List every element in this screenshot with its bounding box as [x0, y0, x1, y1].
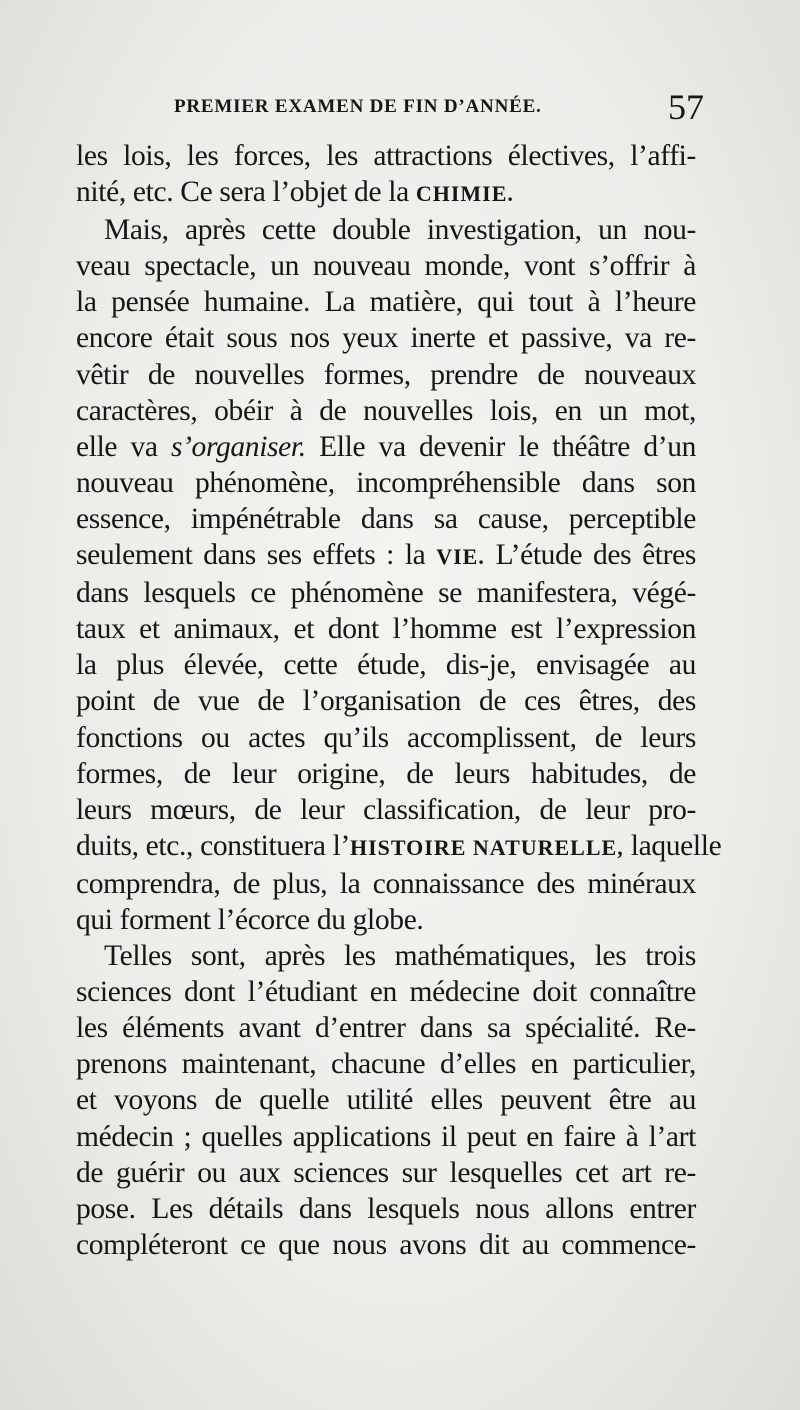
running-title: PREMIER EXAMEN DE FIN D’ANNÉE. [174, 96, 542, 117]
text-line: leurs mœurs, de leur classification, de leur pro- [76, 793, 696, 826]
text-line: caractères, obéir à de nouvelles lois, en un mot, [76, 394, 696, 427]
text-run: elle va [76, 430, 171, 463]
text-run: seulement dans ses effets : la [76, 539, 437, 572]
text-line: nouveau phénomène, incompréhensible dans son [76, 466, 696, 499]
text-line: formes, de leur origine, de leurs habitudes, de [76, 757, 696, 790]
text-line: qui forment l’écorce du globe. [76, 903, 424, 936]
page-header [174, 87, 714, 130]
text-line: et voyons de quelle utilité elles peuvent être au [76, 1084, 696, 1117]
page-number: 57 [668, 87, 704, 127]
text-line: Mais, après cette double investigation, un nou- [104, 214, 696, 247]
text-line [76, 174, 696, 212]
text-line: la pensée humaine. La matière, qui tout à l’heure [76, 286, 696, 319]
body-text [76, 138, 722, 1263]
text-line: les lois, les forces, les attractions électives, l’affi- [76, 140, 696, 172]
emphasis-chimie: CHIMIE. [415, 181, 514, 207]
text-run: nité, etc. Ce sera l’objet de la [76, 176, 416, 209]
text-line: taux et animaux, et dont l’homme est l’expression [76, 613, 696, 646]
text-line: Telles sont, après les mathématiques, les trois [104, 940, 696, 973]
text-line: veau spectacle, un nouveau monde, vont s’offrir à [76, 250, 696, 283]
emphasis-sorganiser: s’organiser. [170, 430, 306, 463]
text-line: dans lesquels ce phénomène se manifestera, végé- [76, 577, 696, 610]
text-run: Elle va devenir le théâtre d’un [305, 430, 697, 463]
text-line [76, 537, 696, 575]
text-run: duits, etc., constituera l’ [76, 829, 350, 862]
text-run: L’étude des êtres [484, 539, 697, 572]
text-line: fonctions ou actes qu’ils accomplissent, de leurs [76, 721, 696, 754]
text-line: encore était sous nos yeux inerte et passive, va re- [76, 322, 696, 355]
text-line: les éléments avant d’entrer dans sa spécialité. Re- [76, 1012, 696, 1045]
text-line: compléteront ce que nous avons dit au commence- [76, 1228, 696, 1261]
text-line [76, 828, 722, 866]
text-line: sciences dont l’étudiant en médecine doit connaître [76, 976, 696, 1009]
text-line: comprendra, de plus, la connaissance des minéraux [76, 867, 696, 900]
text-line: médecin ; quelles applications il peut en faire à l’art [76, 1120, 696, 1153]
text-line: pose. Les détails dans lesquels nous allons entrer [76, 1192, 696, 1225]
emphasis-histoire-naturelle: HISTOIRE NATURELLE, [350, 834, 624, 860]
text-line [76, 429, 696, 465]
emphasis-vie: VIE. [436, 544, 485, 570]
text-line: point de vue de l’organisation de ces êtres, des [76, 685, 696, 718]
text-run: laquelle [623, 829, 722, 862]
text-line: essence, impénétrable dans sa cause, perceptible [76, 502, 696, 535]
text-line: la plus élevée, cette étude, dis-je, envisagée au [76, 649, 696, 682]
text-line: de guérir ou aux sciences sur lesquelles cet art re- [76, 1156, 696, 1189]
text-line: vêtir de nouvelles formes, prendre de nouveaux [76, 358, 696, 391]
text-line: prenons maintenant, chacune d’elles en particulier, [76, 1048, 696, 1081]
